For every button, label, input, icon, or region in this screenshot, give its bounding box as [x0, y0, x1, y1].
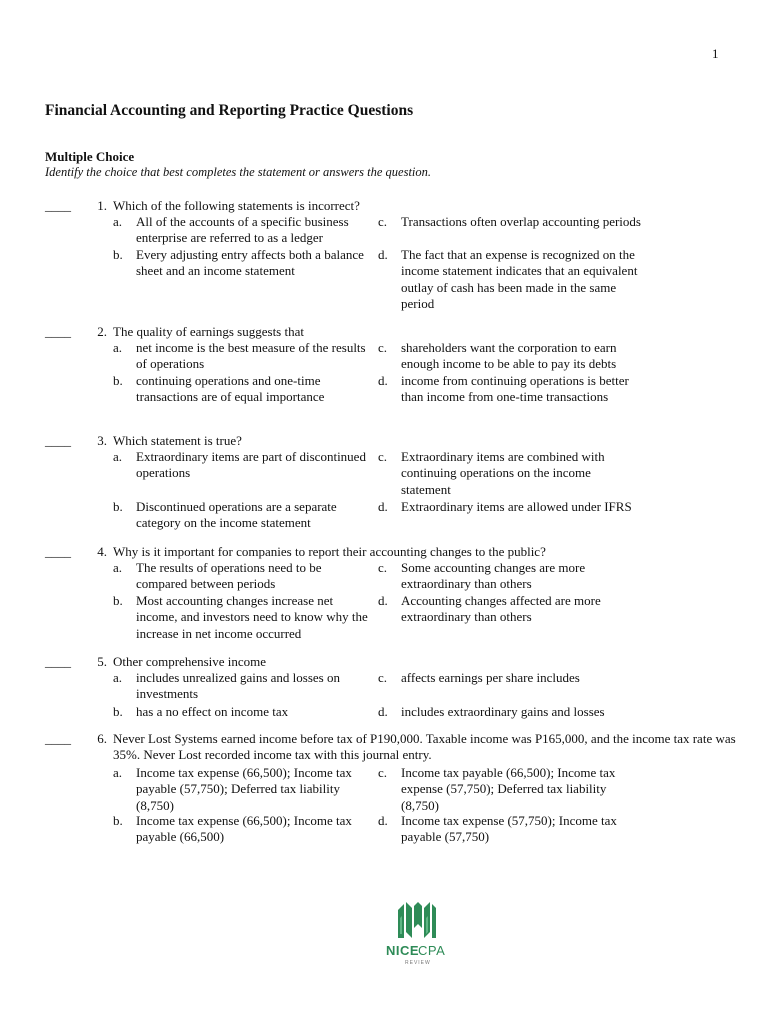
choice-letter: d.: [378, 704, 388, 719]
choice-letter: c.: [378, 214, 388, 229]
choice-text: Extraordinary items are part of discontinued operations: [136, 449, 366, 481]
choice-letter: d.: [378, 593, 388, 608]
choice-text: Discontinued operations are a separate category on the income statement: [136, 499, 337, 531]
question-stem: Other comprehensive income: [113, 654, 267, 669]
logo-wordmark-cpa: CPA: [418, 943, 446, 958]
choice-letter: a.: [113, 449, 123, 464]
choice-text: The results of operations need to be compared between periods: [136, 560, 322, 592]
answer-blank[interactable]: ____: [45, 433, 71, 448]
choice-letter: d.: [378, 813, 388, 828]
section-heading: Multiple Choice: [45, 149, 135, 164]
answer-blank[interactable]: ____: [45, 198, 71, 213]
choice-text: Accounting changes affected are more extraordinary than others: [401, 593, 601, 625]
choice-letter: a.: [113, 214, 123, 229]
question-stem: Never Lost Systems earned income before tax of P190,000. Taxable income was P165,000, and the income tax rate was 35%. Never Lost recorded income tax with this journal entry.: [113, 731, 736, 763]
choice-text: Extraordinary items are allowed under IFRS: [401, 499, 632, 514]
question-number: 6.: [97, 731, 107, 746]
choice-letter: d.: [378, 499, 388, 514]
choice-letter: d.: [378, 247, 388, 262]
choice-text: has a no effect on income tax: [136, 704, 289, 719]
choice-text: continuing operations and one-time transactions are of equal importance: [136, 373, 325, 405]
answer-blank[interactable]: ____: [45, 324, 71, 339]
choice-letter: b.: [113, 373, 123, 388]
question-number: 5.: [97, 654, 107, 669]
page-number: 1: [712, 46, 719, 61]
choice-letter: c.: [378, 765, 388, 780]
answer-blank[interactable]: ____: [45, 654, 71, 669]
choice-text: net income is the best measure of the results of operations: [136, 340, 366, 372]
choice-text: All of the accounts of a specific business enterprise are referred to as a ledger: [136, 214, 349, 246]
choice-text: includes extraordinary gains and losses: [401, 704, 605, 719]
choice-letter: c.: [378, 340, 388, 355]
choice-letter: a.: [113, 560, 123, 575]
choice-text: income from continuing operations is better than income from one-time transactions: [401, 373, 629, 405]
question-number: 3.: [97, 433, 107, 448]
choice-text: Income tax payable (66,500); Income tax expense (57,750); Deferred tax liability (8,750): [401, 765, 616, 813]
choice-letter: a.: [113, 340, 123, 355]
nice-cpa-logo: [382, 895, 452, 985]
choice-text: Some accounting changes are more extraordinary than others: [401, 560, 586, 592]
choice-text: Income tax expense (66,500); Income tax payable (57,750); Deferred tax liability (8,750): [136, 765, 352, 813]
choice-letter: a.: [113, 670, 123, 685]
choice-letter: c.: [378, 449, 388, 464]
question-number: 2.: [97, 324, 107, 339]
choice-letter: a.: [113, 765, 123, 780]
choice-letter: b.: [113, 813, 123, 828]
nice-cpa-logo-icon: [396, 898, 436, 940]
choice-text: Every adjusting entry affects both a balance sheet and an income statement: [136, 247, 364, 279]
question-stem: The quality of earnings suggests that: [113, 324, 304, 339]
choice-text: Extraordinary items are combined with continuing operations on the income statement: [401, 449, 605, 497]
answer-blank[interactable]: ____: [45, 544, 71, 559]
choice-text: Income tax expense (66,500); Income tax payable (66,500): [136, 813, 352, 845]
question-number: 4.: [97, 544, 107, 559]
answer-blank[interactable]: ____: [45, 731, 71, 746]
choice-text: Transactions often overlap accounting periods: [401, 214, 641, 229]
choice-text: Income tax expense (57,750); Income tax payable (57,750): [401, 813, 617, 845]
choice-letter: b.: [113, 704, 123, 719]
choice-text: The fact that an expense is recognized on the income statement indicates that an equivalent outlay of cash has been made in the same period: [401, 247, 638, 311]
question-stem: Which statement is true?: [113, 433, 242, 448]
choice-letter: c.: [378, 670, 388, 685]
section-instructions: Identify the choice that best completes the statement or answers the question.: [45, 165, 432, 179]
choice-text: Most accounting changes increase net income, and investors need to know why the increase in net income occurred: [136, 593, 368, 641]
question-stem: Why is it important for companies to report their accounting changes to the public?: [113, 544, 546, 559]
question-stem: Which of the following statements is incorrect?: [113, 198, 360, 213]
choice-text: affects earnings per share includes: [401, 670, 580, 685]
choice-letter: b.: [113, 499, 123, 514]
choice-letter: c.: [378, 560, 388, 575]
choice-letter: b.: [113, 593, 123, 608]
logo-wordmark-nice: NICE: [386, 943, 420, 958]
choice-text: includes unrealized gains and losses on investments: [136, 670, 340, 702]
logo-wordmark-review: REVIEW: [405, 960, 431, 966]
page-title: Financial Accounting and Reporting Practice Questions: [45, 102, 414, 119]
choice-letter: d.: [378, 373, 388, 388]
choice-letter: b.: [113, 247, 123, 262]
choice-text: shareholders want the corporation to earn enough income to be able to pay its debts: [401, 340, 617, 372]
question-number: 1.: [97, 198, 107, 213]
